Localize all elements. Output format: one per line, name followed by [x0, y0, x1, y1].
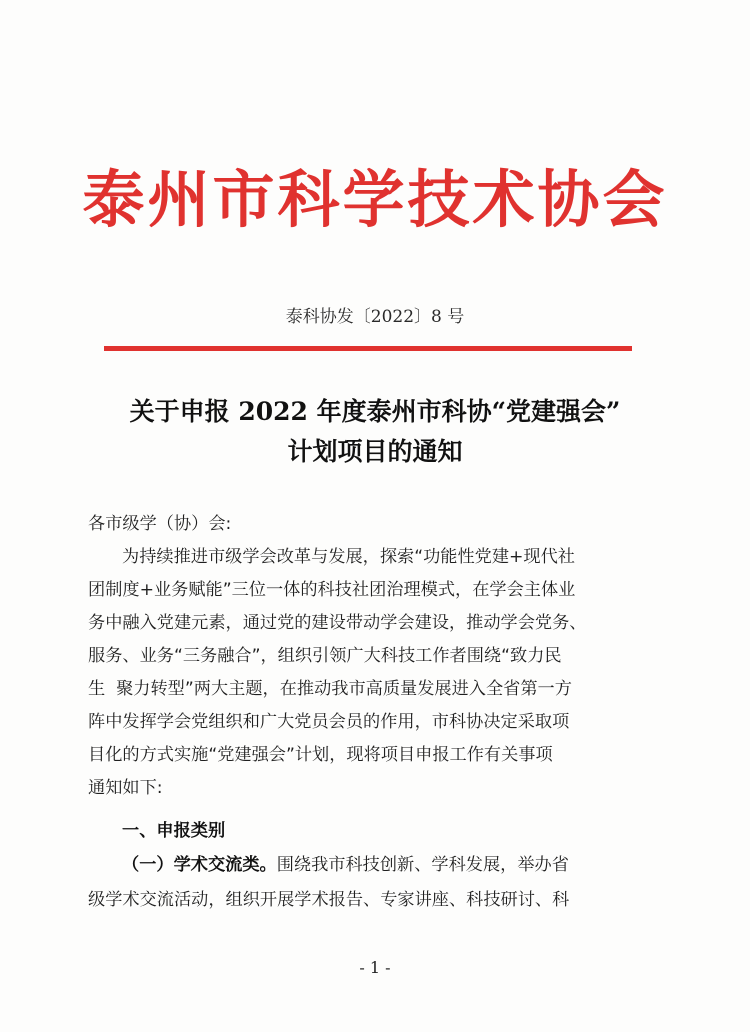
document-number: 泰科协发〔2022〕8 号	[285, 307, 465, 327]
paragraph-line: 生 聚力转型”两大主题，在推动我市高质量发展进入全省第一方	[88, 679, 572, 699]
item-1-label: （一）学术交流类。	[122, 855, 277, 875]
notice-title-line-2: 计划项目的通知	[287, 437, 463, 466]
paragraph-line: 级学术交流活动，组织开展学术报告、专家讲座、科技研讨、科	[88, 890, 570, 910]
letterhead-divider	[104, 346, 632, 351]
paragraph-line: 务中融入党建元素，通过党的建设带动学会建设，推动学会党务、	[88, 613, 587, 633]
paragraph-line: 阵中发挥学会党组织和广大党员会员的作用，市科协决定采取项	[88, 712, 570, 732]
letterhead-org-name: 泰州市科学技术协会	[82, 163, 668, 236]
paragraph-line: 团制度+业务赋能”三位一体的科技社团治理模式，在学会主体业	[88, 580, 576, 600]
item-1-line	[122, 849, 668, 881]
paragraph-line: 目化的方式实施“党建强会”计划，现将项目申报工作有关事项	[88, 745, 553, 765]
salutation: 各市级学（协）会:	[88, 514, 232, 534]
notice-title-line-1: 关于申报 2022 年度泰州市科协“党建强会”	[129, 397, 621, 426]
item-1-text: 围绕我市科技创新、学科发展，举办省	[276, 855, 569, 875]
paragraph-line: 为持续推进市级学会改革与发展，探索“功能性党建+现代社	[122, 547, 575, 567]
page-number: - 1 -	[359, 958, 391, 977]
paragraph-line: 服务、业务“三务融合”，组织引领广大科技工作者围绕“致力民	[88, 646, 562, 666]
section-heading: 一、申报类别	[122, 821, 226, 841]
paragraph-line: 通知如下:	[88, 778, 163, 798]
